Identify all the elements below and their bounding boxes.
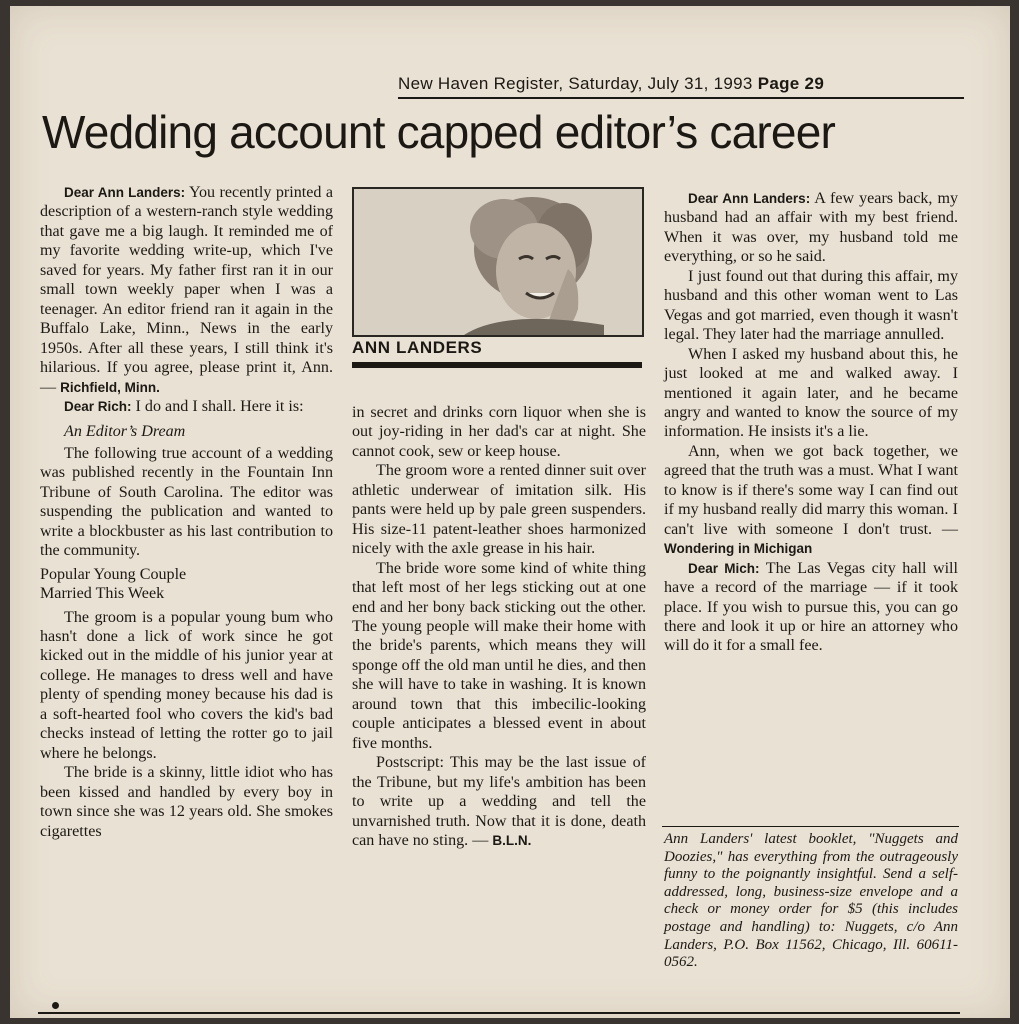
bullet-mark: [52, 1002, 59, 1009]
reply2-paragraph: Dear Mich: The Las Vegas city hall will have a record of the marriage — if it took place. If you wish to pursue this, you can go there and look it up or hire an attorney who will do it for a small fee.: [664, 559, 958, 655]
letter1-salutation: Dear Ann Landers:: [64, 185, 186, 200]
letter2-paragraph-2: I just found out that during this affair, my husband and this other woman went to Las Vegas and got married, even though it wasn't legal. They later had the marriage annulled.: [664, 267, 958, 344]
column-1: [40, 183, 333, 841]
portrait-photo: [352, 187, 644, 337]
reply1-paragraph: Dear Rich: I do and I shall. Here it is:: [64, 397, 304, 415]
reply1-salutation: Dear Rich:: [64, 398, 132, 414]
photo-caption: ANN LANDERS: [352, 338, 483, 357]
story-intro: The following true account of a wedding was published recently in the Fountain Inn Tribune of South Carolina. The editor was suspending the publication and wanted to write a blockbuster as his last contribution to the community.: [40, 444, 333, 560]
story-subhead-1: Popular Young Couple: [40, 565, 187, 583]
letter2-paragraph-1: Dear Ann Landers: A few years back, my husband had an affair with my best friend. When it was over, my husband told me everything, or so he said.: [664, 190, 959, 266]
story-bride-continued: in secret and drinks corn liquor when she is out joy-riding in her dad's car at night. She cannot cook, sew or keep house.: [352, 404, 646, 460]
booklet-notice: Ann Landers' latest booklet, "Nuggets and Doozies," has everything from the outrageously funny to the poignantly insightful. Send a self-addressed, long, business-size envelope and a check or money order for $5 (this includes postage and handling) to: Nuggets, c/o Ann Landers, P.O. Box 11562, Chicago, Ill. 60611-0562.: [664, 831, 958, 971]
story-postscript: Postscript: This may be the last issue of the Tribune, but my life's ambition has been to write up a wedding and tell the unvarnished truth. Now that it is done, death can have no sting. — B.L.N.: [352, 754, 646, 849]
dateline: New Haven Register, Saturday, July 31, 1993 Page 29: [398, 74, 825, 93]
letter2-paragraph-3: When I asked my husband about this, he just looked at me and walked away. I mentioned it again later, and he became angry and wanted to know the source of my information. He insists it's a lie.: [664, 345, 958, 441]
headline: Wedding account capped editor’s career: [42, 106, 836, 158]
letter1-signature: Richfield, Minn.: [60, 379, 160, 395]
story-bride-paragraph: The bride is a skinny, little idiot who has been kissed and handled by every boy in town since she was 12 years old. She smokes cigarettes: [40, 764, 333, 840]
column-3: [664, 189, 958, 656]
letter2-signature: Wondering in Michigan: [664, 541, 813, 557]
story-groom-paragraph: The groom is a popular young bum who hasn't done a lick of work since he got kicked out in the middle of his junior year at college. He manages to dress well and have plenty of spending money because his dad is a soft-hearted fool who covers the kid's bad checks instead of letting the rotter go to jail where he belongs.: [40, 608, 333, 762]
portrait-image: [354, 189, 642, 335]
story-attire-paragraph: The groom wore a rented dinner suit over athletic underwear of imitation silk. His pants were held up by pale green suspenders. His size-11 patent-leather shoes harmonized nicely with the axle grease in his hair.: [352, 462, 646, 558]
letter1-paragraph: Dear Ann Landers: You recently printed a description of a western-ranch style wedding that gave me a big laugh. It reminded me of my favorite wedding write-up, which I've saved for years. My father first ran it in our small town weekly paper when I was a teenager. An editor friend ran it again in the Buffalo Lake, Minn., News in the early 1950s. After all these years, I still think it's hilarious. If you agree, please print it, Ann. — Richfield, Minn.: [40, 184, 334, 396]
column-2: [352, 403, 646, 850]
letter2-paragraph-4: Ann, when we got back together, we agreed that the truth was a must. What I want to know is if there's some way I can find out if my husband really did marry this woman. I can't live with someone I don't trust. — Wondering in Michigan: [664, 442, 958, 557]
dateline-rule: [398, 97, 964, 99]
story-subhead-2: Married This Week: [40, 585, 165, 603]
story-dress-paragraph: The bride wore some kind of white thing that left most of her legs sticking out at one end and her bony back sticking out the other. The young people will make their home with the bride's parents, which means they will sponge off the old man until he dies, and then she will have to take in washing. It is known around town that this imbecilic-looking couple anticipates a blessed event in about five months.: [352, 559, 646, 752]
page-number: Page 29: [757, 74, 825, 93]
bottom-rule: [38, 1012, 960, 1014]
reply2-salutation: Dear Mich:: [688, 560, 760, 576]
postscript-signature: B.L.N.: [492, 832, 532, 848]
letter2-salutation: Dear Ann Landers:: [688, 191, 811, 206]
photo-caption-rule: [352, 362, 642, 368]
story-title: An Editor’s Dream: [64, 423, 186, 441]
booklet-rule: [662, 826, 959, 827]
